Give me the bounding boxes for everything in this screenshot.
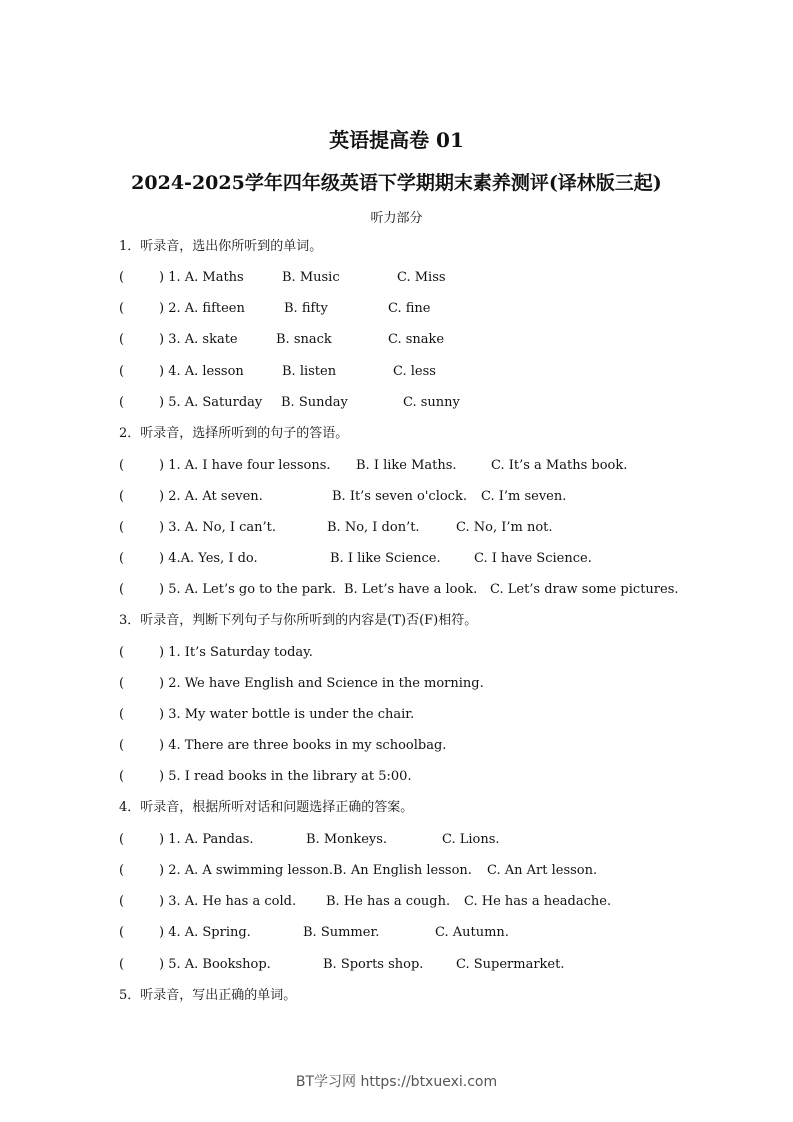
footer-watermark: BT学习网 https://btxuexi.com [295, 1074, 498, 1090]
option-a: ) 4.A. Yes, I do. [159, 551, 258, 566]
option-a: ) 5. A. Saturday [159, 395, 263, 410]
answer-paren: ( [119, 738, 125, 753]
answer-paren: ( [119, 676, 125, 691]
statement: ) 1. It’s Saturday today. [159, 645, 313, 660]
option-b: B. An English lesson. [333, 863, 472, 878]
answer-paren: ( [119, 894, 125, 909]
option-c: C. No, I’m not. [456, 520, 553, 535]
option-b: B. Music [282, 270, 340, 285]
option-c: C. snake [388, 332, 445, 347]
page-title: 英语提高卷 01 [329, 128, 464, 152]
option-a: ) 3. A. No, I can’t. [159, 520, 277, 535]
option-c: C. I’m seven. [481, 489, 567, 504]
option-a: ) 2. A. fifteen [159, 301, 245, 316]
answer-paren: ( [119, 520, 125, 535]
option-c: C. Autumn. [435, 925, 509, 940]
statement: ) 2. We have English and Science in the morning. [159, 676, 484, 691]
answer-paren: ( [119, 395, 125, 410]
section-label: 听力部分 [370, 211, 423, 226]
answer-paren: ( [119, 551, 125, 566]
option-b: B. He has a cough. [326, 894, 451, 909]
option-c: C. Miss [397, 270, 446, 285]
answer-paren: ( [119, 832, 125, 847]
section-heading: 3．听录音，判断下列句子与你所听到的内容是(T)否(F)相符。 [119, 613, 478, 628]
option-c: C. less [393, 364, 436, 379]
option-a: ) 1. A. Maths [159, 270, 244, 285]
section-heading: 5．听录音，写出正确的单词。 [119, 988, 297, 1003]
option-b: B. fifty [284, 301, 328, 316]
answer-paren: ( [119, 270, 125, 285]
option-b: B. Sports shop. [323, 957, 424, 972]
answer-paren: ( [119, 645, 125, 660]
option-b: B. No, I don’t. [327, 520, 420, 535]
answer-paren: ( [119, 582, 125, 597]
option-a: ) 1. A. I have four lessons. [159, 458, 331, 473]
answer-paren: ( [119, 707, 125, 722]
option-c: C. Supermarket. [456, 957, 565, 972]
option-b: B. listen [282, 364, 337, 379]
option-c: C. An Art lesson. [487, 863, 598, 878]
option-b: B. I like Maths. [356, 458, 457, 473]
answer-paren: ( [119, 458, 125, 473]
option-b: B. Let’s have a look. [344, 582, 478, 597]
answer-paren: ( [119, 301, 125, 316]
answer-paren: ( [119, 489, 125, 504]
answer-paren: ( [119, 925, 125, 940]
section-heading: 1．听录音，选出你所听到的单词。 [119, 239, 323, 254]
option-c: C. He has a headache. [464, 894, 612, 909]
option-b: B. I like Science. [330, 551, 441, 566]
option-b: B. Monkeys. [306, 832, 388, 847]
statement: ) 4. There are three books in my schoolbag. [159, 738, 447, 753]
option-c: C. sunny [403, 395, 460, 410]
option-a: ) 5. A. Bookshop. [159, 957, 271, 972]
answer-paren: ( [119, 769, 125, 784]
option-b: B. snack [276, 332, 332, 347]
option-a: ) 1. A. Pandas. [159, 832, 254, 847]
section-heading: 2．听录音，选择所听到的句子的答语。 [119, 426, 349, 441]
option-b: B. Summer. [303, 925, 380, 940]
section-heading: 4．听录音，根据所听对话和问题选择正确的答案。 [119, 800, 414, 815]
answer-paren: ( [119, 364, 125, 379]
option-a: ) 2. A. At seven. [159, 489, 263, 504]
option-b: B. Sunday [281, 395, 348, 410]
option-a: ) 4. A. Spring. [159, 925, 251, 940]
statement: ) 5. I read books in the library at 5:00. [159, 769, 412, 784]
option-c: C. Lions. [442, 832, 500, 847]
exam-subtitle: 2024-2025学年四年级英语下学期期末素养测评(译林版三起) [131, 172, 662, 194]
option-a: ) 5. A. Let’s go to the park. [159, 582, 337, 597]
option-c: C. fine [388, 301, 431, 316]
statement: ) 3. My water bottle is under the chair. [159, 707, 415, 722]
option-c: C. Let’s draw some pictures. [490, 582, 679, 597]
option-a: ) 3. A. He has a cold. [159, 894, 297, 909]
option-c: C. I have Science. [474, 551, 592, 566]
answer-paren: ( [119, 863, 125, 878]
option-b: B. It’s seven o'clock. [332, 489, 467, 504]
option-a: ) 3. A. skate [159, 332, 238, 347]
option-c: C. It’s a Maths book. [491, 458, 628, 473]
answer-paren: ( [119, 957, 125, 972]
option-a: ) 4. A. lesson [159, 364, 244, 379]
option-a: ) 2. A. A swimming lesson. [159, 863, 334, 878]
answer-paren: ( [119, 332, 125, 347]
